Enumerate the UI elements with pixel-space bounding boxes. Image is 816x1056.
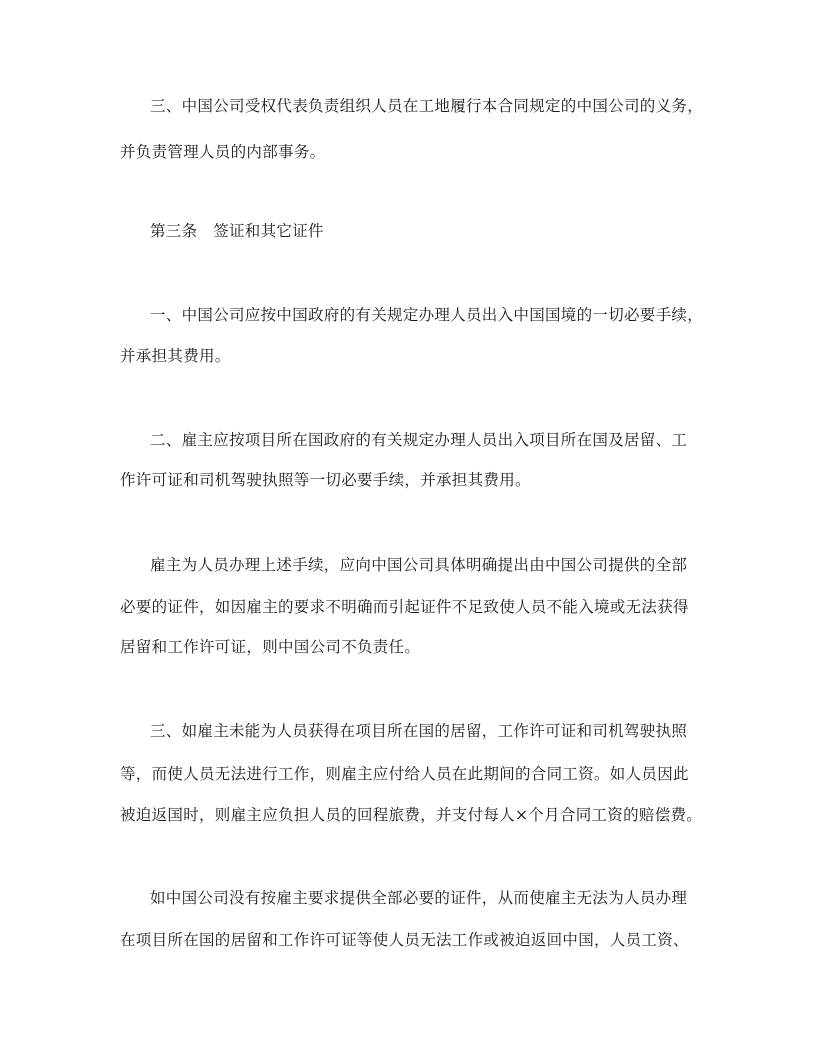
paragraph-line: 被迫返国时，则雇主应负担人员的回程旅费，并支付每人×个月合同工资的赔偿费。: [120, 806, 703, 824]
paragraph-line: 三、如雇主未能为人员获得在项目所在国的居留，工作许可证和司机驾驶执照: [150, 722, 688, 740]
paragraph-line: 并承担其费用。: [120, 347, 231, 365]
paragraph-line: 居留和工作许可证，则中国公司不负责任。: [120, 638, 421, 656]
section-heading: 第三条 签证和其它证件: [150, 222, 324, 240]
paragraph-line: 二、雇主应按项目所在国政府的有关规定办理人员出入项目所在国及居留、工: [150, 431, 688, 449]
paragraph-line: 等，而使人员无法进行工作，则雇主应付给人员在此期间的合同工资。如人员因此: [120, 765, 689, 783]
paragraph-line: 如中国公司没有按雇主要求提供全部必要的证件，从而使雇主无法为人员办理: [150, 889, 688, 907]
paragraph-line: 一、中国公司应按中国政府的有关规定办理人员出入中国国境的一切必要手续，: [150, 306, 704, 324]
paragraph-line: 雇主为人员办理上述手续，应向中国公司具体明确提出由中国公司提供的全部: [150, 556, 688, 574]
paragraph-line: 三、中国公司受权代表负责组织人员在工地履行本合同规定的中国公司的义务，: [150, 97, 704, 115]
paragraph-line: 在项目所在国的居留和工作许可证等使人员无法工作或被迫返回中国，人员工资、: [120, 931, 689, 949]
paragraph-line: 并负责管理人员的内部事务。: [120, 143, 326, 161]
paragraph-line: 必要的证件，如因雇主的要求不明确而引起证件不足致使人员不能入境或无法获得: [120, 598, 689, 616]
paragraph-line: 作许可证和司机驾驶执照等一切必要手续，并承担其费用。: [120, 471, 531, 489]
